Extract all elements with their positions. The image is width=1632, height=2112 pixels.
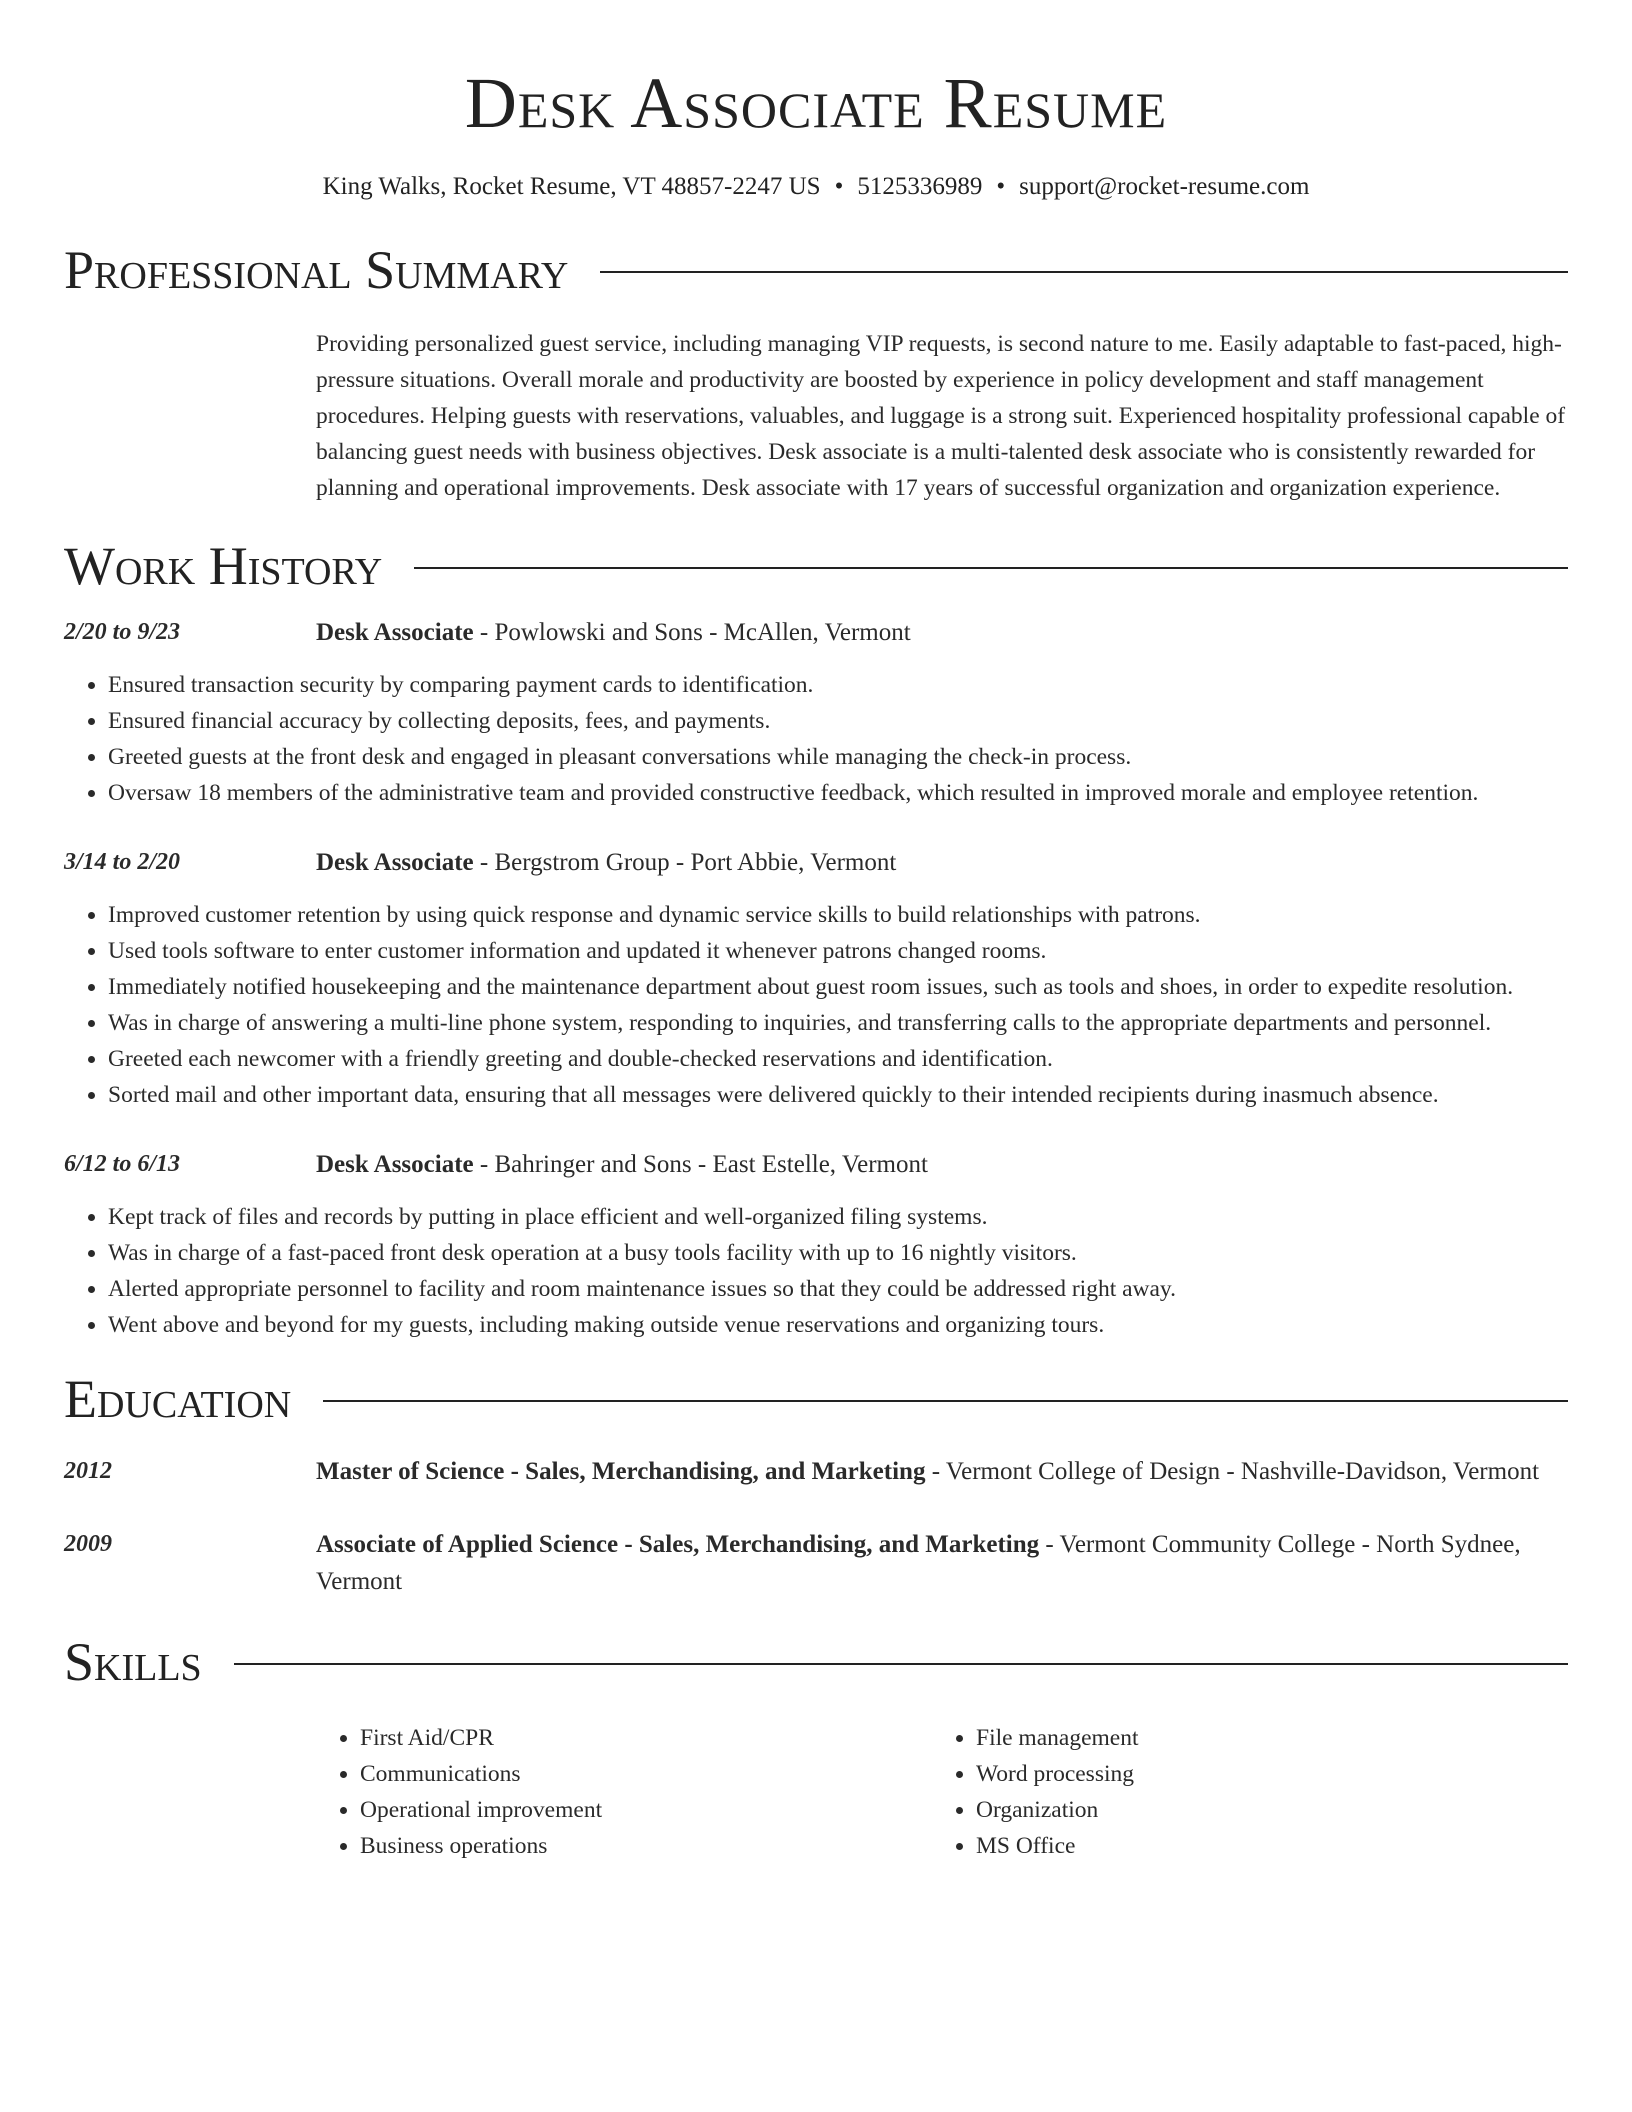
job-role: Desk Associate [316, 1151, 474, 1178]
skill-item: • Operational improvement [360, 1792, 932, 1828]
education-section-header [64, 1367, 1568, 1431]
contact-line [64, 170, 1568, 204]
job-bullets [64, 667, 1568, 811]
job-bullet: • Improved customer retention by using quick response and dynamic service skills to build relationships with patrons. [108, 897, 1568, 933]
education-line [316, 1526, 1568, 1600]
job-role: Desk Associate [316, 849, 474, 876]
contact-address: King Walks, Rocket Resume, VT 48857-2247 US [322, 173, 821, 200]
job-dates: 3/14 to 2/20 [64, 849, 181, 875]
summary-section-header [64, 238, 1568, 302]
job-bullet: • Greeted each newcomer with a friendly greeting and double-checked reservations and identification. [108, 1041, 1568, 1077]
skills-heading: Skills [64, 1632, 202, 1692]
job-bullet: • Used tools software to enter customer information and updated it whenever patrons changed rooms. [108, 933, 1568, 969]
job-entry [64, 844, 1568, 1113]
job-bullet: • Oversaw 18 members of the administrative team and provided constructive feedback, which resulted in improved morale and employee retention. [108, 775, 1568, 811]
job-title-line [316, 614, 1568, 651]
job-bullet: • Was in charge of answering a multi-line phone system, responding to inquiries, and transferring calls to the appropriate departments and personnel. [108, 1005, 1568, 1041]
skill-item: • File management [976, 1720, 1548, 1756]
skill-item: • Word processing [976, 1756, 1548, 1792]
skill-item: • Communications [360, 1756, 932, 1792]
skill-item: • First Aid/CPR [360, 1720, 932, 1756]
summary-text: Providing personalized guest service, including managing VIP requests, is second nature to me. Easily adaptable to fast-paced, high-pressure situations. Overall morale and productivity are boosted by experience in policy development and staff management procedures. Helping guests with reservations, valuables, and luggage is a strong suit. Experienced hospitality professional capable of balancing guest needs with business objectives. Desk associate is a multi-talented desk associate who is consistently rewarded for planning and operational improvements. Desk associate with 17 years of successful organization and organization experience. [316, 331, 1566, 501]
job-dates: 2/20 to 9/23 [64, 619, 181, 645]
education-entry [64, 1526, 1568, 1600]
skills-list [316, 1720, 1568, 1864]
resume-page [64, 0, 1568, 1864]
job-bullet: • Alerted appropriate personnel to facility and room maintenance issues so that they could be addressed right away. [108, 1271, 1568, 1307]
skills-column-right [932, 1720, 1548, 1864]
job-bullet: • Immediately notified housekeeping and the maintenance department about guest room issues, such as tools and shoes, in order to expedite resolution. [108, 969, 1568, 1005]
job-role: Desk Associate [316, 619, 474, 646]
section-divider [414, 567, 1568, 569]
skill-item: • Organization [976, 1792, 1548, 1828]
work-heading: Work History [64, 536, 383, 596]
skill-item: • Business operations [360, 1828, 932, 1864]
section-divider [600, 271, 1568, 273]
education-school: - Vermont College of Design - Nashville-Davidson, Vermont [925, 1458, 1540, 1485]
job-details: - Bergstrom Group - Port Abbie, Vermont [473, 849, 897, 876]
job-bullets [64, 1199, 1568, 1343]
work-section-header [64, 534, 1568, 598]
job-entry [64, 1146, 1568, 1343]
education-year: 2009 [64, 1531, 112, 1557]
job-bullet: • Ensured financial accuracy by collecting deposits, fees, and payments. [108, 703, 1568, 739]
job-details: - Powlowski and Sons - McAllen, Vermont [473, 619, 911, 646]
contact-email: support@rocket-resume.com [1019, 173, 1310, 200]
job-bullet: • Was in charge of a fast-paced front desk operation at a busy tools facility with up to 16 nightly visitors. [108, 1235, 1568, 1271]
skills-section-header [64, 1630, 1568, 1694]
job-bullet: • Ensured transaction security by comparing payment cards to identification. [108, 667, 1568, 703]
job-bullet: • Greeted guests at the front desk and engaged in pleasant conversations while managing the check-in process. [108, 739, 1568, 775]
education-degree: Master of Science - Sales, Merchandising, and Marketing [316, 1458, 926, 1485]
education-degree: Associate of Applied Science - Sales, Merchandising, and Marketing [316, 1531, 1040, 1558]
contact-phone: 5125336989 [857, 173, 983, 200]
job-bullet: • Kept track of files and records by putting in place efficient and well-organized filing systems. [108, 1199, 1568, 1235]
page-title: Desk Associate Resume [464, 63, 1168, 143]
job-bullet: • Sorted mail and other important data, ensuring that all messages were delivered quickly to their intended recipients during inasmuch absence. [108, 1077, 1568, 1113]
job-title-line [316, 844, 1568, 881]
summary-heading: Professional Summary [64, 240, 569, 300]
skill-item: • MS Office [976, 1828, 1548, 1864]
education-entry [64, 1453, 1568, 1490]
contact-separator: • [996, 173, 1006, 200]
job-bullet: • Went above and beyond for my guests, including making outside venue reservations and organizing tours. [108, 1307, 1568, 1343]
education-school: - Vermont Community College - North Sydnee, Vermont [316, 1531, 1521, 1595]
section-divider [323, 1400, 1568, 1402]
job-title-line [316, 1146, 1568, 1183]
section-divider [234, 1663, 1568, 1665]
contact-separator: • [834, 173, 844, 200]
education-line [316, 1453, 1568, 1490]
education-year: 2012 [64, 1458, 112, 1484]
job-entry [64, 614, 1568, 811]
job-details: - Bahringer and Sons - East Estelle, Vermont [473, 1151, 928, 1178]
job-dates: 6/12 to 6/13 [64, 1151, 181, 1177]
job-bullets [64, 897, 1568, 1113]
skills-column-left [316, 1720, 932, 1864]
education-heading: Education [64, 1369, 292, 1429]
